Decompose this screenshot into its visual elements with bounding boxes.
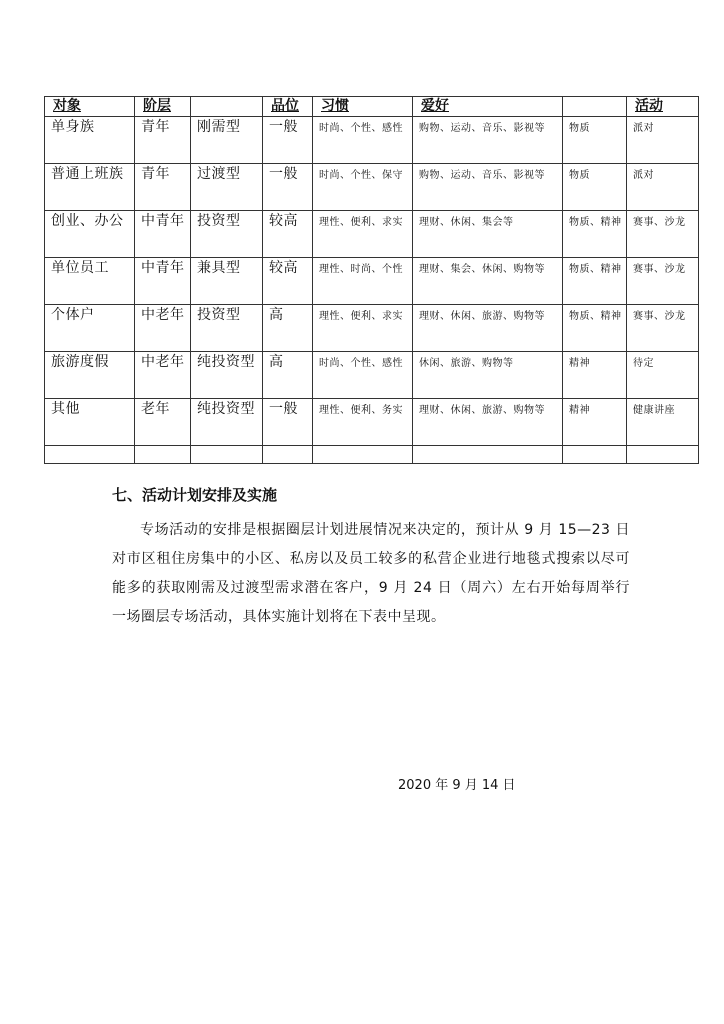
header-cell: 阶层: [135, 97, 191, 117]
cell-activity: 派对: [627, 164, 699, 211]
empty-cell: [135, 446, 191, 464]
header-cell: 习惯: [313, 97, 413, 117]
cell-hobby: 购物、运动、音乐、影视等: [413, 164, 563, 211]
cell-type: 投资型: [191, 211, 263, 258]
cell-target: 单位员工: [45, 258, 135, 305]
header-cell: 品位: [263, 97, 313, 117]
cell-stratum: 中老年: [135, 305, 191, 352]
cell-type: 投资型: [191, 305, 263, 352]
cell-type: 纯投资型: [191, 352, 263, 399]
cell-type: 兼具型: [191, 258, 263, 305]
cell-habit: 理性、便利、求实: [313, 211, 413, 258]
empty-cell: [191, 446, 263, 464]
table-header-row: [45, 97, 699, 117]
cell-taste: 一般: [263, 117, 313, 164]
header-cell: 爱好: [413, 97, 563, 117]
cell-stratum: 中青年: [135, 211, 191, 258]
empty-cell: [627, 446, 699, 464]
cell-activity: 赛事、沙龙: [627, 211, 699, 258]
cell-stratum: 青年: [135, 164, 191, 211]
document-date: 2020 年 9 月 14 日: [398, 778, 516, 793]
cell-habit: 理性、时尚、个性: [313, 258, 413, 305]
cell-habit: 时尚、个性、感性: [313, 352, 413, 399]
cell-stratum: 中青年: [135, 258, 191, 305]
cell-activity: 赛事、沙龙: [627, 258, 699, 305]
empty-cell: [45, 446, 135, 464]
header-cell: 活动: [627, 97, 699, 117]
cell-stratum: 老年: [135, 399, 191, 446]
cell-taste: 一般: [263, 399, 313, 446]
cell-target: 旅游度假: [45, 352, 135, 399]
cell-taste: 高: [263, 305, 313, 352]
section-heading: 七、活动计划安排及实施: [112, 486, 278, 504]
section-paragraph: 专场活动的安排是根据圈层计划进展情况来决定的，预计从 9 月 15—23 日对市区租住房集中的小区、私房以及员工较多的私营企业进行地毯式搜索以尽可能多的获取刚需及过渡型需求潜在客户，9 月 24 日（周六）左右开始每周举行一场圈层专场活动，具体实施计划将在下表中呈现。: [112, 522, 630, 625]
cell-hobby: 理财、休闲、集会等: [413, 211, 563, 258]
cell-stratum: 青年: [135, 117, 191, 164]
cell-habit: 时尚、个性、感性: [313, 117, 413, 164]
cell-need: 物质、精神: [563, 211, 627, 258]
table-row-empty: [45, 446, 699, 464]
empty-cell: [313, 446, 413, 464]
cell-target: 单身族: [45, 117, 135, 164]
cell-taste: 较高: [263, 211, 313, 258]
cell-taste: 高: [263, 352, 313, 399]
cell-target: 普通上班族: [45, 164, 135, 211]
cell-need: 精神: [563, 352, 627, 399]
empty-cell: [563, 446, 627, 464]
cell-need: 物质: [563, 117, 627, 164]
customer-segment-table: [44, 96, 699, 464]
cell-stratum: 中老年: [135, 352, 191, 399]
header-cell: 对象: [45, 97, 135, 117]
cell-hobby: 理财、集会、休闲、购物等: [413, 258, 563, 305]
cell-need: 物质、精神: [563, 305, 627, 352]
cell-taste: 一般: [263, 164, 313, 211]
cell-activity: 赛事、沙龙: [627, 305, 699, 352]
cell-need: 精神: [563, 399, 627, 446]
cell-target: 其他: [45, 399, 135, 446]
table-row: [45, 258, 699, 305]
cell-target: 个体户: [45, 305, 135, 352]
cell-need: 物质、精神: [563, 258, 627, 305]
cell-activity: 待定: [627, 352, 699, 399]
table-row: [45, 117, 699, 164]
table-row: [45, 399, 699, 446]
cell-hobby: 理财、休闲、旅游、购物等: [413, 305, 563, 352]
empty-cell: [263, 446, 313, 464]
table-row: [45, 211, 699, 258]
cell-activity: 派对: [627, 117, 699, 164]
cell-type: 纯投资型: [191, 399, 263, 446]
cell-need: 物质: [563, 164, 627, 211]
cell-activity: 健康讲座: [627, 399, 699, 446]
header-cell: [563, 97, 627, 117]
table-row: [45, 164, 699, 211]
cell-target: 创业、办公: [45, 211, 135, 258]
table-row: [45, 305, 699, 352]
header-cell: [191, 97, 263, 117]
cell-hobby: 理财、休闲、旅游、购物等: [413, 399, 563, 446]
cell-hobby: 购物、运动、音乐、影视等: [413, 117, 563, 164]
cell-hobby: 休闲、旅游、购物等: [413, 352, 563, 399]
empty-cell: [413, 446, 563, 464]
cell-habit: 时尚、个性、保守: [313, 164, 413, 211]
cell-habit: 理性、便利、求实: [313, 305, 413, 352]
cell-type: 刚需型: [191, 117, 263, 164]
table-row: [45, 352, 699, 399]
cell-taste: 较高: [263, 258, 313, 305]
cell-habit: 理性、便利、务实: [313, 399, 413, 446]
cell-type: 过渡型: [191, 164, 263, 211]
